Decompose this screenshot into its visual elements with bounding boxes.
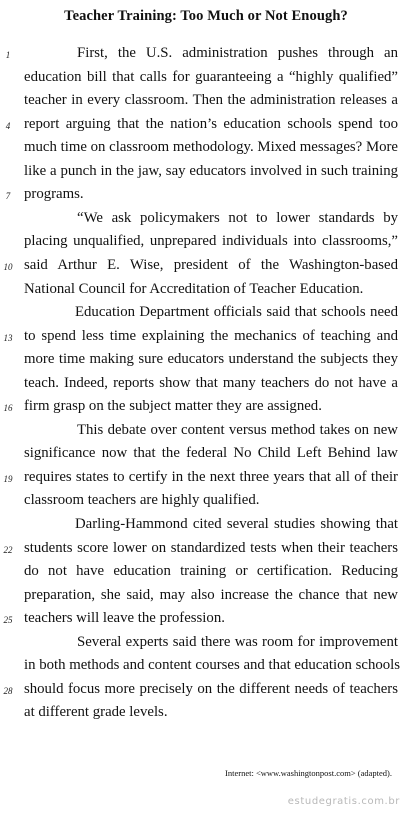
text-line: Darling-Hammond cited several studies showing that	[75, 516, 398, 532]
text-line: classroom teachers are highly qualified.	[24, 492, 260, 509]
text-line: teachers will leave the profession.	[24, 610, 225, 627]
line-number: 19	[3, 473, 13, 484]
text-line: teach. Indeed, reports show that many teachers do not have a	[24, 374, 398, 391]
text-line: requires states to certify in the next three years that all of their	[24, 468, 398, 485]
line-number: 10	[3, 261, 13, 272]
line-number: 25	[3, 615, 13, 626]
text-line: much time on classroom methodology. Mixed messages? More	[24, 139, 398, 156]
text-line: National Council for Accreditation of Teacher Education.	[24, 280, 364, 297]
text-line: preparation, she said, may also increase the chance that new	[24, 586, 398, 603]
text-line: “We ask policymakers not to lower standards by	[77, 209, 398, 226]
line-number: 1	[5, 50, 11, 60]
text-line: in both methods and content courses and that education schools	[24, 657, 401, 674]
line-number: 13	[3, 332, 13, 343]
text-line: at different grade levels.	[24, 704, 168, 721]
line-number: 28	[3, 685, 13, 696]
text-line: significance now that the federal No Child Left Behind law	[24, 445, 398, 462]
text-line: First, the U.S. administration pushes through an	[77, 45, 398, 61]
text-line: teacher in every classroom. Then the administration releases a	[24, 92, 398, 109]
text-line: firm grasp on the subject matter they are assigned.	[24, 398, 322, 415]
text-line: should focus more precisely on the different needs of teachers	[24, 680, 398, 697]
text-line: report arguing that the nation’s education schools spend too	[24, 115, 398, 132]
text-line: placing unqualified, unprepared individuals into classrooms,”	[24, 233, 398, 250]
text-line: Education Department officials said that schools need	[75, 304, 398, 321]
line-number: 7	[5, 191, 11, 202]
text-line: students score lower on standardized tests when their teachers	[24, 539, 398, 556]
text-line: do not have education training or certification. Reducing	[24, 563, 398, 580]
line-number: 22	[3, 544, 13, 555]
source-citation: Internet: <www.washingtonpost.com> (adapted).	[225, 768, 392, 778]
text-line: education bill that calls for guaranteeing a “highly qualified”	[24, 68, 398, 85]
text-line: programs.	[24, 186, 84, 203]
text-line: This debate over content versus method takes on new	[77, 421, 398, 438]
text-line: like a punch in the jaw, say educators involved in such training	[24, 162, 398, 179]
line-number: 16	[3, 403, 13, 414]
text-line: Several experts said there was room for improvement	[77, 633, 398, 650]
watermark: estudegratis.com.br	[287, 796, 400, 807]
line-number: 4	[5, 120, 11, 131]
text-line: more time making sure educators understand the subjects they	[24, 351, 398, 368]
text-line: said Arthur E. Wise, president of the Washington-based	[24, 256, 398, 273]
text-line: to spend less time explaining the mechanics of teaching and	[24, 327, 398, 344]
article-title: Teacher Training: Too Much or Not Enough?	[64, 8, 348, 24]
